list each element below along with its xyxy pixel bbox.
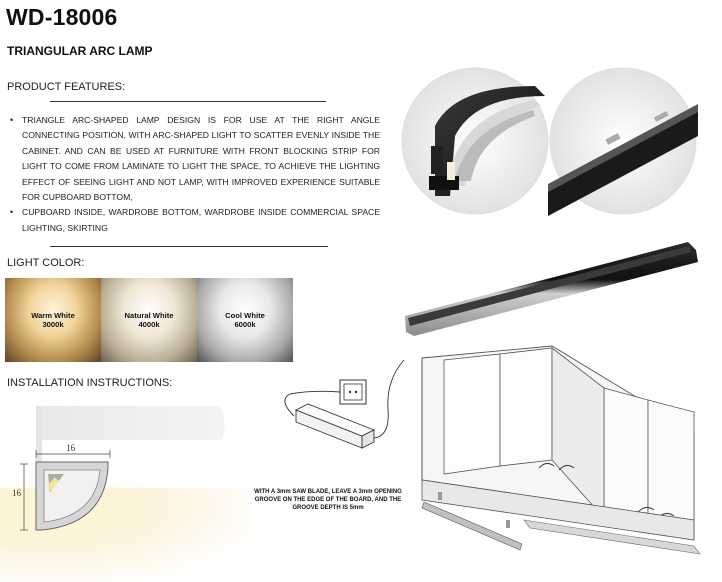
swatch-name: Cool White — [225, 311, 265, 320]
swatch-temp: 3000k — [42, 320, 64, 329]
swatch-temp: 4000k — [138, 320, 160, 329]
product-subtitle: TRIANGULAR ARC LAMP — [7, 44, 153, 58]
light-color-heading: LIGHT COLOR: — [7, 257, 85, 269]
swatch-name: Warm White — [31, 311, 75, 320]
feature-item: • CUPBOARD INSIDE, WARDROBE BOTTOM, WARDROBE INSIDE COMMERCIAL SPACE LIGHTING, SKIRTING — [8, 205, 380, 236]
features-list — [8, 113, 380, 236]
installation-heading: INSTALLATION INSTRUCTIONS: — [7, 377, 173, 389]
cabinet-install-illustration — [264, 340, 714, 582]
feature-item: • TRIANGLE ARC-SHAPED LAMP DESIGN IS FOR USE AT THE RIGHT ANGLE CONNECTING POSITION, WITH ARC-SHAPED LIGHT TO SCATTER EVENLY INSIDE THE CABINET. AND CAN BE USED AT FURNITURE WITH FRONT BLOCKING STRIP FOR LIGHT TO COME FROM LAMINATE TO LIGHT THE SPACE, TO ACHIEVE THE LIGHTING EFFECT OF SEEING LIGHT AND NOT LAMP, WITH IMPROVED EXPERIENCE SUITABLE FOR CUPBOARD BOTTOM, — [8, 113, 380, 205]
profile-side-photo — [548, 66, 698, 216]
swatch-warm-white — [5, 278, 101, 362]
installation-cross-section — [0, 398, 252, 582]
dimension-width: 16 — [66, 443, 75, 453]
divider — [50, 246, 328, 247]
profile-end-photo — [395, 66, 555, 216]
swatch-natural-white — [101, 278, 197, 362]
features-heading: PRODUCT FEATURES: — [7, 81, 126, 93]
profile-bar-photo — [400, 236, 700, 340]
divider — [50, 101, 326, 102]
swatch-temp: 6000k — [234, 320, 256, 329]
product-model: WD-18006 — [6, 4, 118, 30]
dimension-height: 16 — [12, 488, 21, 498]
install-note: WITH A 3mm SAW BLADE, LEAVE A 3mm OPENING GROOVE ON THE EDGE OF THE BOARD, AND THE GROOVE DEPTH IS 5mm — [254, 489, 402, 511]
swatch-name: Natural White — [124, 311, 174, 320]
